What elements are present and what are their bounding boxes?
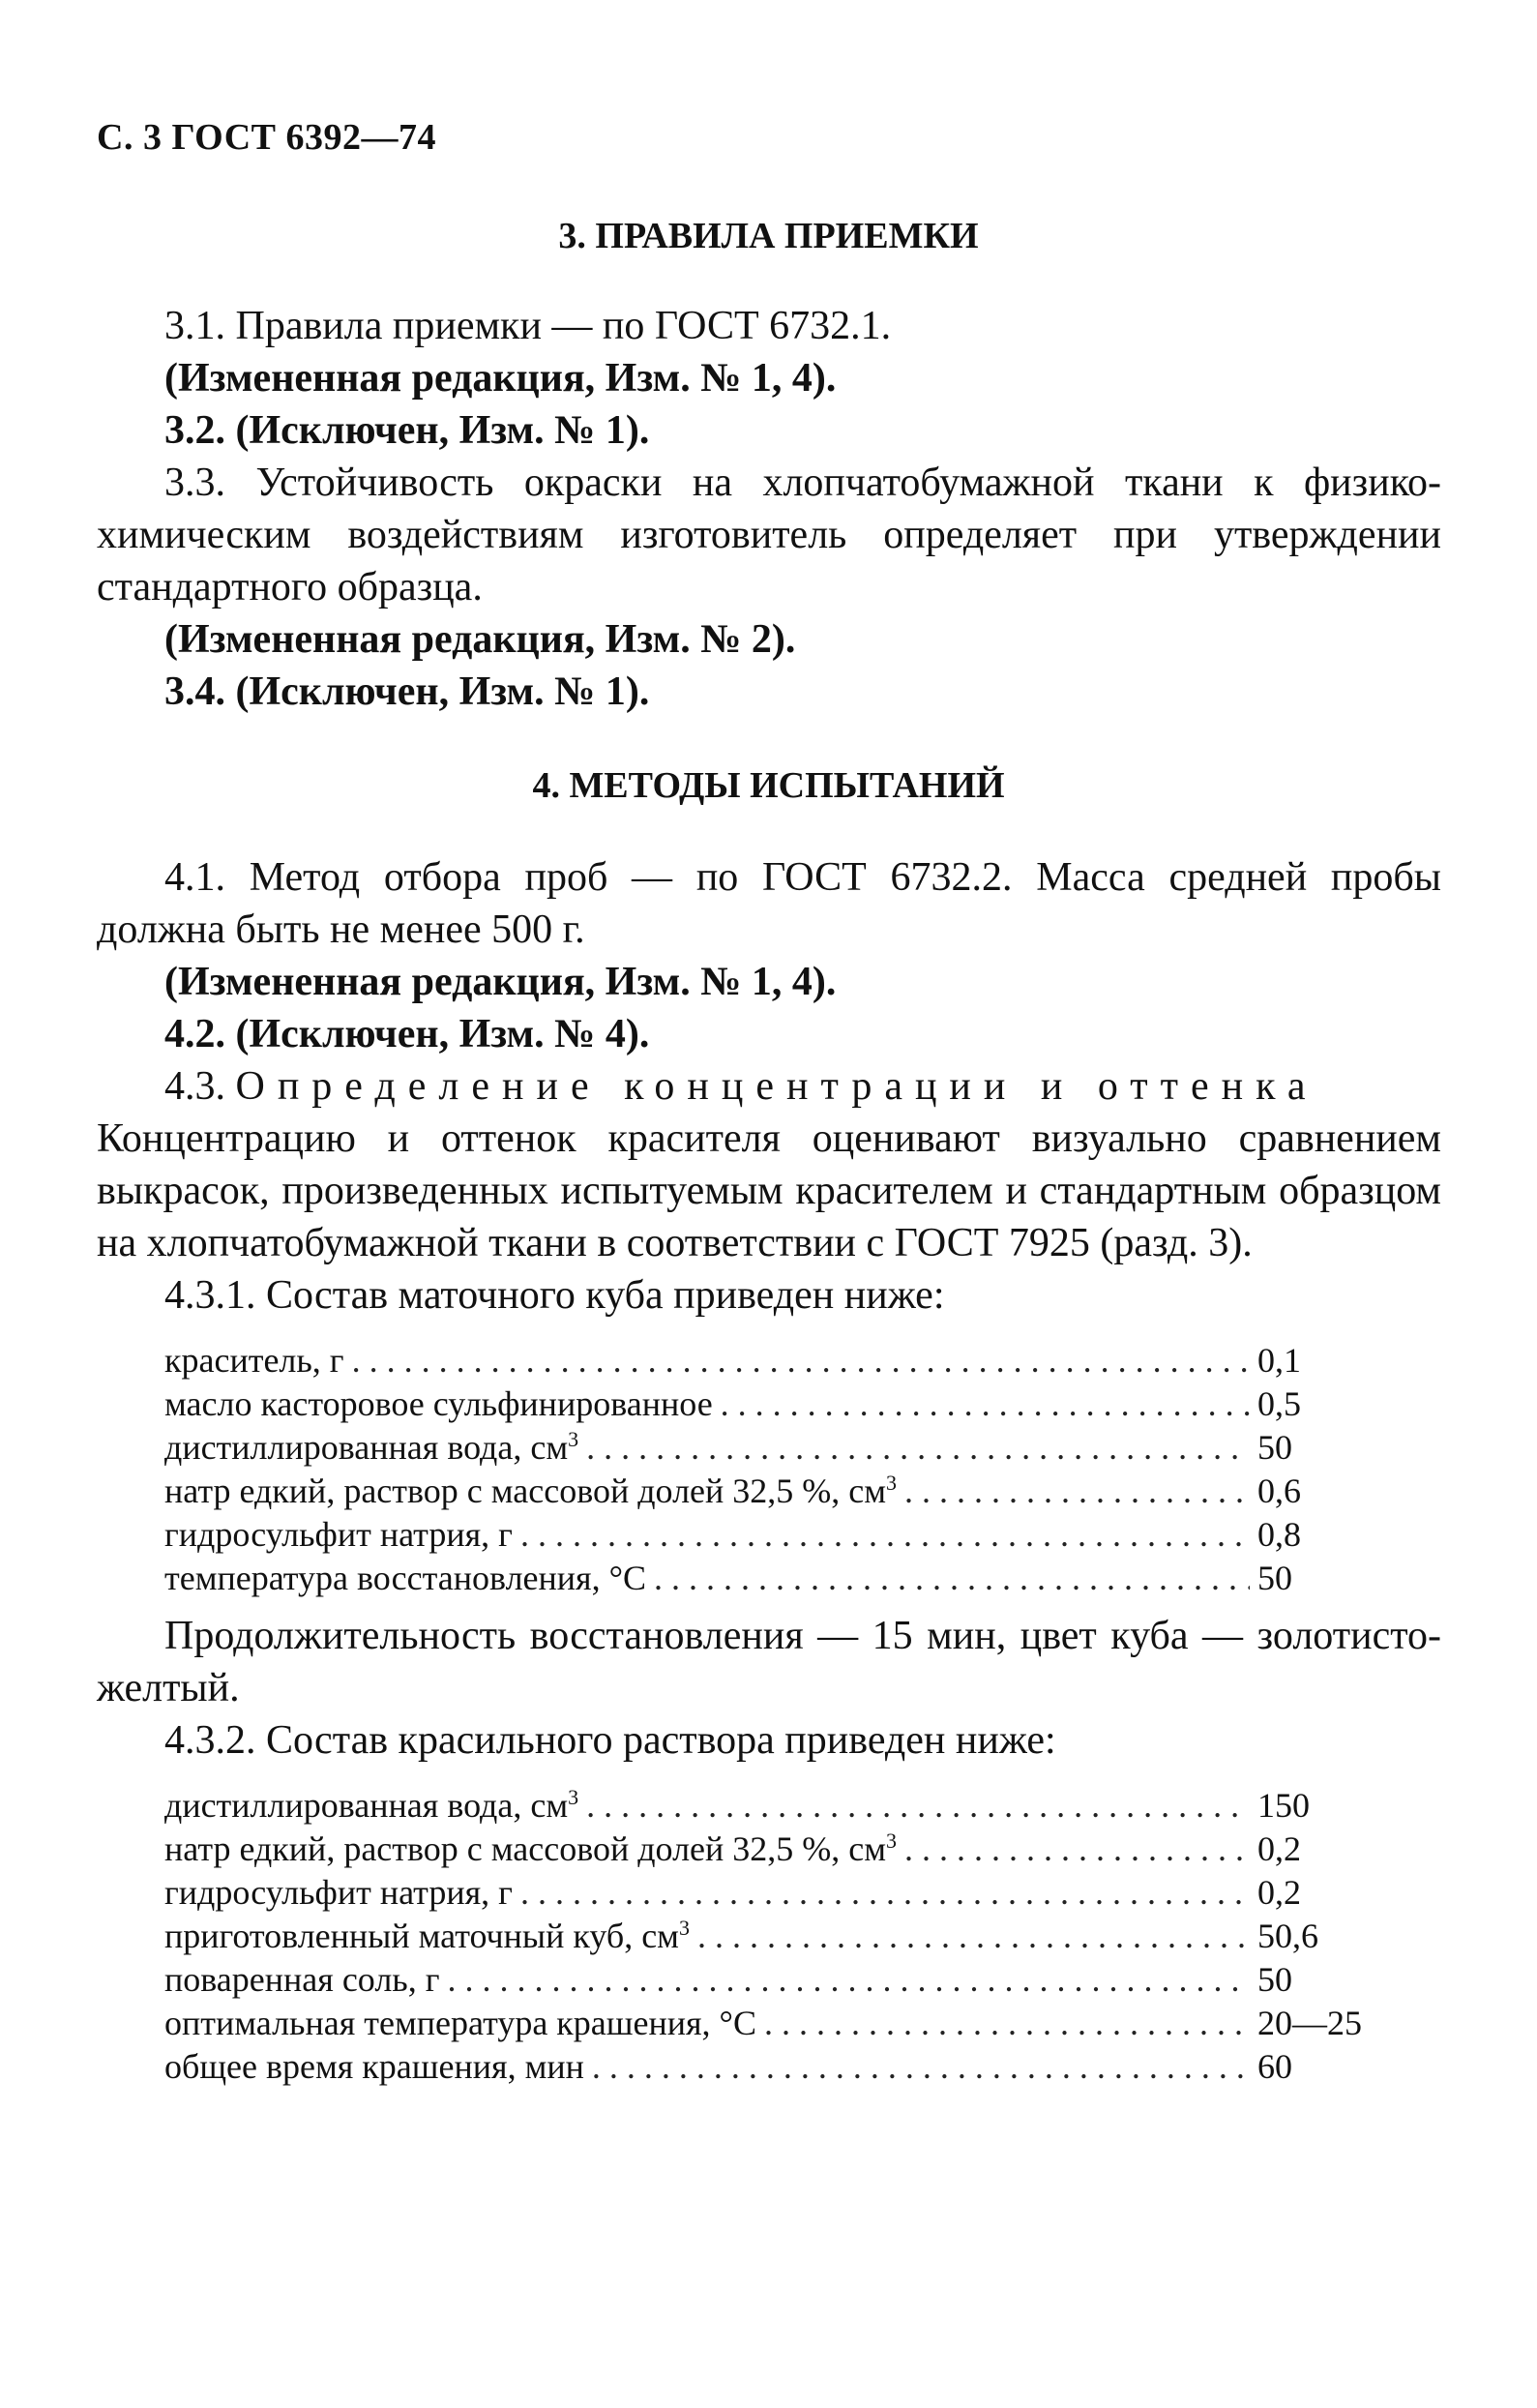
dot-leader — [697, 1916, 1250, 1956]
clause-4-2: 4.2. (Исключен, Изм. № 4). — [164, 1012, 650, 1056]
reduction-duration-text: Продолжительность восстановления — 15 мин, цвет куба — золотисто-желтый. — [97, 1614, 1441, 1710]
list-item-value: 150 — [1257, 1786, 1310, 1825]
dot-leader — [586, 1785, 1250, 1826]
list-item-value: 50 — [1257, 1960, 1292, 1999]
dot-leader — [764, 2003, 1250, 2043]
list-item-value: 0,8 — [1257, 1515, 1301, 1554]
stock-vat-composition-list — [164, 1340, 1383, 1601]
list-item-value: 50 — [1257, 1428, 1292, 1467]
list-item-value: 60 — [1257, 2047, 1292, 2086]
clause-4-1: 4.1. Метод отбора проб — по ГОСТ 6732.2. Масса средней пробы должна быть не менее 500 г. — [97, 855, 1441, 952]
list-item-label: гидросульфит натрия, г — [164, 1515, 513, 1554]
list-item — [164, 1959, 1383, 2003]
section-4-title: 4. МЕТОДЫ ИСПЫТАНИЙ — [532, 765, 1005, 806]
dot-leader — [654, 1558, 1250, 1598]
list-item-label: натр едкий, раствор с массовой долей 32,5 %, $см^3$ — [164, 1828, 898, 1868]
dot-leader — [520, 1872, 1250, 1913]
list-item — [164, 1427, 1383, 1471]
list-item — [164, 1558, 1383, 1601]
clause-4-3-number: 4.3. — [164, 1064, 225, 1109]
clause-4-3-heading — [97, 1060, 1441, 1113]
list-item-label: температура восстановления, °С — [164, 1559, 647, 1597]
list-item — [164, 1471, 1383, 1514]
clause-3-3: 3.3. Устойчивость окраски на хлопчатобумажной ткани к физико-химическим воздействиям изготовитель определяет при утверждении стандартного образца. — [97, 461, 1441, 609]
clause-4-3-1: 4.3.1. Состав маточного куба приведен ниже: — [164, 1273, 945, 1318]
list-item-label: гидросульфит натрия, г — [164, 1873, 513, 1912]
clause-3-1-note: (Измененная редакция, Изм. № 1, 4). — [164, 356, 837, 401]
list-item — [164, 1514, 1383, 1558]
list-item-value: 0,2 — [1257, 1829, 1301, 1868]
list-item — [164, 1383, 1383, 1427]
dot-leader — [904, 1828, 1250, 1869]
list-item — [164, 1872, 1383, 1916]
clause-4-3-2: 4.3.2. Состав красильного раствора приведен ниже: — [164, 1718, 1056, 1763]
page-header: С. 3 ГОСТ 6392—74 — [97, 117, 436, 158]
list-item-value: 0,1 — [1257, 1341, 1301, 1380]
clause-3-2: 3.2. (Исключен, Изм. № 1). — [164, 408, 650, 453]
list-item-value: 0,2 — [1257, 1873, 1301, 1912]
list-item-value: 20—25 — [1257, 2004, 1362, 2042]
list-item — [164, 1340, 1383, 1383]
dye-bath-composition-list — [164, 1785, 1383, 2090]
clause-3-1: 3.1. Правила приемки — по ГОСТ 6732.1. — [164, 304, 892, 348]
dot-leader — [447, 1959, 1250, 2000]
dot-leader — [721, 1383, 1250, 1424]
clause-3-3-note: (Измененная редакция, Изм. № 2). — [164, 617, 796, 662]
list-item-value: 0,6 — [1257, 1472, 1301, 1510]
dot-leader — [520, 1514, 1250, 1555]
list-item-label: дистиллированная вода, $см^3$ — [164, 1427, 579, 1467]
list-item-label: приготовленный маточный куб, $см^3$ — [164, 1916, 690, 1955]
list-item-label: натр едкий, раствор с массовой долей 32,5 %, $см^3$ — [164, 1471, 898, 1510]
dot-leader — [586, 1427, 1250, 1468]
list-item-label: общее время крашения, мин — [164, 2047, 584, 2086]
list-item-label: масло касторовое сульфинированное — [164, 1384, 713, 1423]
list-item — [164, 2003, 1383, 2046]
dot-leader — [352, 1340, 1250, 1381]
list-item-label: краситель, г — [164, 1341, 344, 1380]
dot-leader — [592, 2046, 1250, 2087]
list-item — [164, 1916, 1383, 1959]
clause-3-4: 3.4. (Исключен, Изм. № 1). — [164, 669, 650, 714]
list-item-label: оптимальная температура крашения, °С — [164, 2004, 756, 2042]
list-item — [164, 1828, 1383, 1872]
clause-4-1-note: (Измененная редакция, Изм. № 1, 4). — [164, 960, 837, 1004]
list-item-label: поваренная соль, г — [164, 1960, 440, 1999]
list-item-label: дистиллированная вода, $см^3$ — [164, 1785, 579, 1825]
list-item-value: 50 — [1257, 1559, 1292, 1597]
clause-4-3-body: Концентрацию и оттенок красителя оценивают визуально сравнением выкрасок, произведенных испытуемым красителем и стандартным образцом на хлопчатобумажной ткани в соответствии с ГОСТ 7925 (разд. 3). — [97, 1116, 1441, 1265]
clause-4-3-spaced-title: Определение концентрации и оттенка — [235, 1064, 1318, 1109]
list-item — [164, 1785, 1383, 1828]
list-item-value: 50,6 — [1257, 1917, 1318, 1955]
dot-leader — [904, 1471, 1250, 1511]
section-3-title: 3. ПРАВИЛА ПРИЕМКИ — [558, 216, 979, 256]
list-item — [164, 2046, 1383, 2090]
list-item-value: 0,5 — [1257, 1384, 1301, 1423]
